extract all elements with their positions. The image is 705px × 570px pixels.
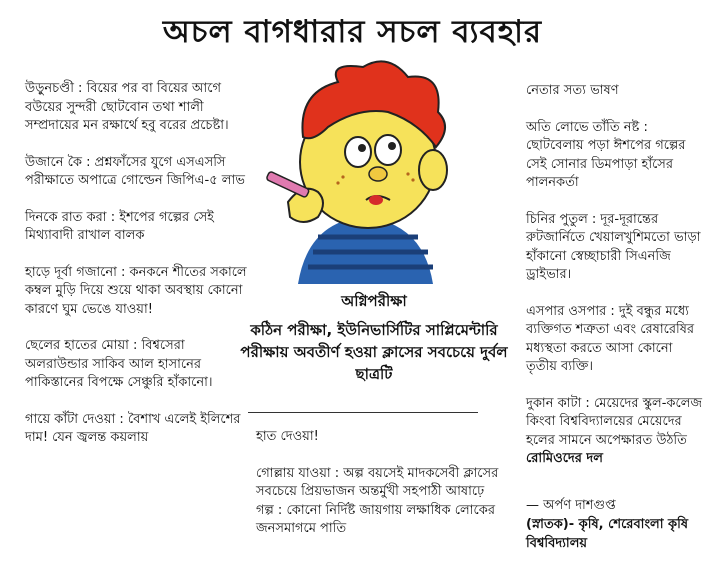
caption-heading: অগ্নিপরীক্ষা bbox=[341, 292, 407, 310]
caption-body: কঠিন পরীক্ষা, ইউনিভার্সিটির সাপ্লিমেন্টারি পরীক্ষায় অবতীর্ণ হওয়া ক্লাসের সবচেয়ে দুর্বল ছাত্রটি bbox=[240, 321, 508, 383]
left-column bbox=[25, 80, 250, 466]
page-title: অচল বাগধারার সচল ব্যবহার bbox=[162, 14, 543, 50]
cartoon-caption bbox=[224, 290, 524, 385]
idiom-entry bbox=[526, 395, 705, 469]
idiom-entry: গায়ে কাঁটা দেওয়া : বৈশাখ এলেই ইলিশের দাম! যেন জ্বলন্ত কয়লায় bbox=[25, 411, 241, 445]
author-credit bbox=[526, 496, 705, 553]
idiom-entry: হাত দেওয়া! bbox=[256, 429, 319, 444]
idiom-bold-text: রোমিওদের দল bbox=[526, 451, 603, 466]
middle-column bbox=[256, 428, 506, 557]
idiom-entry: অতি লোভে তাঁতি নষ্ট : ছোটবেলায় পড়া ঈশপের গল্পের সেই সোনার ডিমপাড়া হাঁসের পালনকর্তা bbox=[526, 119, 686, 190]
right-column bbox=[526, 82, 705, 487]
caption-divider bbox=[248, 412, 478, 413]
idiom-entry: উড়ুনচণ্ডী : বিয়ের পর বা বিয়ের আগে বউয়ের সুন্দরী ছোটবোন তথা শালী সম্প্রদায়ের মন রক্ষার্থে হবু বরের প্রচেষ্টা। bbox=[25, 81, 229, 133]
idiom-text: দুকান কাটা : মেয়েদের স্কুল-কলেজ কিংবা বিশ্ববিদ্যালয়ের মেয়েদের হলের সামনে অপেক্ষারত উঠতি bbox=[526, 395, 703, 448]
author-affiliation: (স্নাতক)- কৃষি, শেরেবাংলা কৃষি বিশ্ববিদ্যালয় bbox=[526, 517, 689, 551]
author-name: — অর্পণ দাশগুপ্ত bbox=[526, 498, 616, 513]
idiom-entry: ছেলের হাতের মোয়া : বিশ্বসেরা অলরাউন্ডার সাকিব আল হাসানের পাকিস্তানের বিপক্ষে সেঞ্চুরি হাঁকানো। bbox=[25, 338, 213, 390]
idiom-entry: হাড়ে দূর্বা গজানো : কনকনে শীতের সকালে কম্বল মুড়ি দিয়ে শুয়ে থাকা অবস্থায় কোনো কারণে ঘুম ভেঙে যাওয়া! bbox=[25, 264, 247, 317]
cartoon-illustration bbox=[258, 52, 470, 284]
idiom-entry: গোল্লায় যাওয়া : অল্প বয়সেই মাদকসেবী ক্লাসের সবচেয়ে প্রিয়ভাজন অন্তর্মুখী সহপাঠী আষাঢ়ে গল্প : কোনো নির্দিষ্ট জায়গায় লক্ষাধিক লোকের জনসমাগমে পাতি bbox=[256, 465, 499, 536]
idiom-entry: চিনির পুতুল : দূর-দূরান্তের রুটজার্নিতে খেয়ালখুশিমতো ভাড়া হাঁকানো স্বেচ্ছাচারী সিএনজি ড্রাইভার। bbox=[526, 211, 701, 282]
idiom-entry: উজানে কৈ : প্রশ্নফাঁসের যুগে এসএসসি পরীক্ষাতে অপাত্রে গোল্ডেন জিপিএ-৫ লাভ bbox=[25, 154, 245, 188]
idiom-entry: দিনকে রাত করা : ইশপের গল্পের সেই মিথ্যাবাদী রাখাল বালক bbox=[25, 209, 214, 243]
idiom-entry: এসপার ওসপার : দুই বন্ধুর মধ্যে ব্যক্তিগত শত্রুতা এবং রেষারেষির মধ্যস্থতা করতে আসা কোনো তৃতীয় ব্যক্তি। bbox=[526, 303, 695, 374]
idiom-entry: নেতার সত্য ভাষণ bbox=[526, 83, 619, 98]
